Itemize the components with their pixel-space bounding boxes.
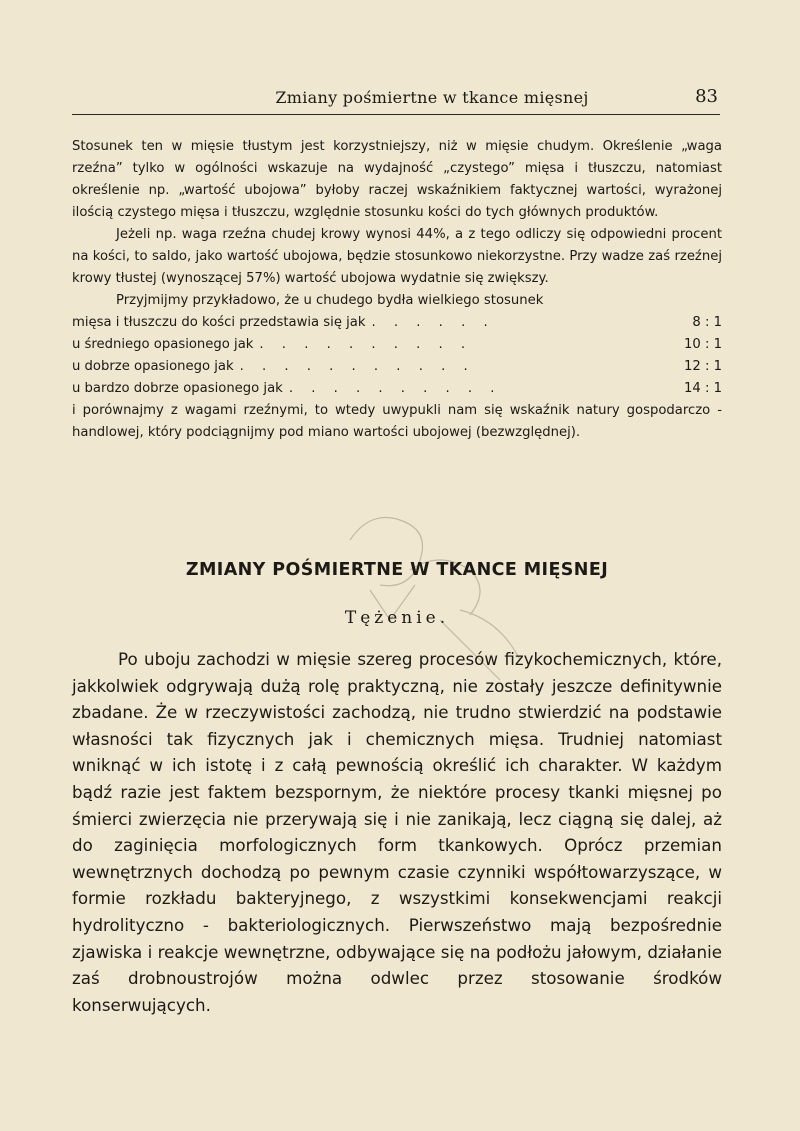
intro-block	[72, 136, 722, 444]
running-header	[72, 86, 720, 115]
intro-paragraph-1: Stosunek ten w mięsie tłustym jest korzystniejszy, niż w mięsie chudym. Określenie „waga rzeźna” tylko w ogólności wskazuje na wydajność „czystego” mięsa i tłuszczu, natomiast określenie np. „wartość ubojowa” byłoby raczej wskaźnikiem faktycznej wartości, wyrażonej ilością czystego mięsa i tłuszczu, względnie stosunku kości do tych głównych produktów.	[72, 139, 722, 220]
ratio-value: 12 : 1	[684, 359, 722, 374]
intro-paragraph-4: i porównajmy z wagami rzeźnymi, to wtedy uwypukli nam się wskaźnik natury gospodarczo - handlowej, który podciągnijmy pod miano wartości ubojowej (bezwzględnej).	[72, 403, 722, 440]
ratio-value: 14 : 1	[684, 381, 722, 396]
page-number: 83	[695, 86, 718, 107]
section-subheading: Tężenie.	[344, 608, 450, 628]
ratio-row	[72, 312, 722, 334]
ratio-label: mięsa i tłuszczu do kości przedstawia się jak	[72, 315, 366, 330]
ratio-label: u dobrze opasionego jak	[72, 359, 234, 374]
ratio-value: 10 : 1	[684, 337, 722, 352]
ratio-value: 8 : 1	[692, 315, 722, 330]
intro-paragraph-3: Przyjmijmy przykładowo, że u chudego bydła wielkiego stosunek	[116, 293, 544, 308]
ratio-row	[72, 334, 722, 356]
ratio-label: u bardzo dobrze opasionego jak	[72, 381, 283, 396]
running-title: Zmiany pośmiertne w tkance mięsnej	[275, 88, 589, 107]
ratio-leader-dots: . . . . . . . . . .	[288, 381, 502, 396]
ratio-row	[72, 378, 722, 400]
section-heading: ZMIANY POŚMIERTNE W TKANCE MIĘSNEJ	[185, 560, 609, 580]
ratio-row	[72, 356, 722, 378]
ratio-leader-dots: . . . . . .	[371, 315, 495, 330]
intro-paragraph-2: Jeżeli np. waga rzeźna chudej krowy wynosi 44%, a z tego odliczy się odpowiedni procent na kości, to saldo, jako wartość ubojowa, będzie stosunkowo niekorzystne. Przy wadze zaś rzeźnej krowy tłustej (wynoszącej 57%) wartość ubojowa wydatnie się zwiększy.	[72, 227, 722, 286]
ratio-leader-dots: . . . . . . . . . . .	[239, 359, 475, 374]
body-paragraph: Po uboju zachodzi w mięsie szereg procesów fizykochemicznych, które, jakkolwiek odgrywają dużą rolę praktyczną, nie zostały jeszcze definitywnie zbadane. Że w rzeczywistości zachodzą, nie trudno stwierdzić na podstawie własności tak fizycznych jak i chemicznych mięsa. Trudniej natomiast wniknąć w ich istotę i z całą pewnością określić ich charakter. W każdym bądź razie jest faktem bezspornym, że niektóre procesy tkanki mięsnej po śmierci zwierzęcia nie przerywają się i nie zanikają, lecz ciągną się dalej, aż do zaginięcia morfologicznych form tkankowych. Oprócz przemian wewnętrznych dochodzą po pewnym czasie czynniki współtowarzyszące, w formie rozkładu bakteryjnego, z wszystkimi konsekwencjami reakcji hydrolityczno - bakteriologicznych. Pierwszeństwo mają bezpośrednie zjawiska i reakcje wewnętrzne, odbywające się na podłożu jałowym, działanie zaś drobnoustrojów można odwlec przez stosowanie środków konserwujących.	[72, 649, 722, 1015]
ratio-leader-dots: . . . . . . . . . .	[259, 337, 473, 352]
ratio-list	[72, 312, 722, 400]
section-body	[72, 646, 722, 1018]
ratio-label: u średniego opasionego jak	[72, 337, 254, 352]
